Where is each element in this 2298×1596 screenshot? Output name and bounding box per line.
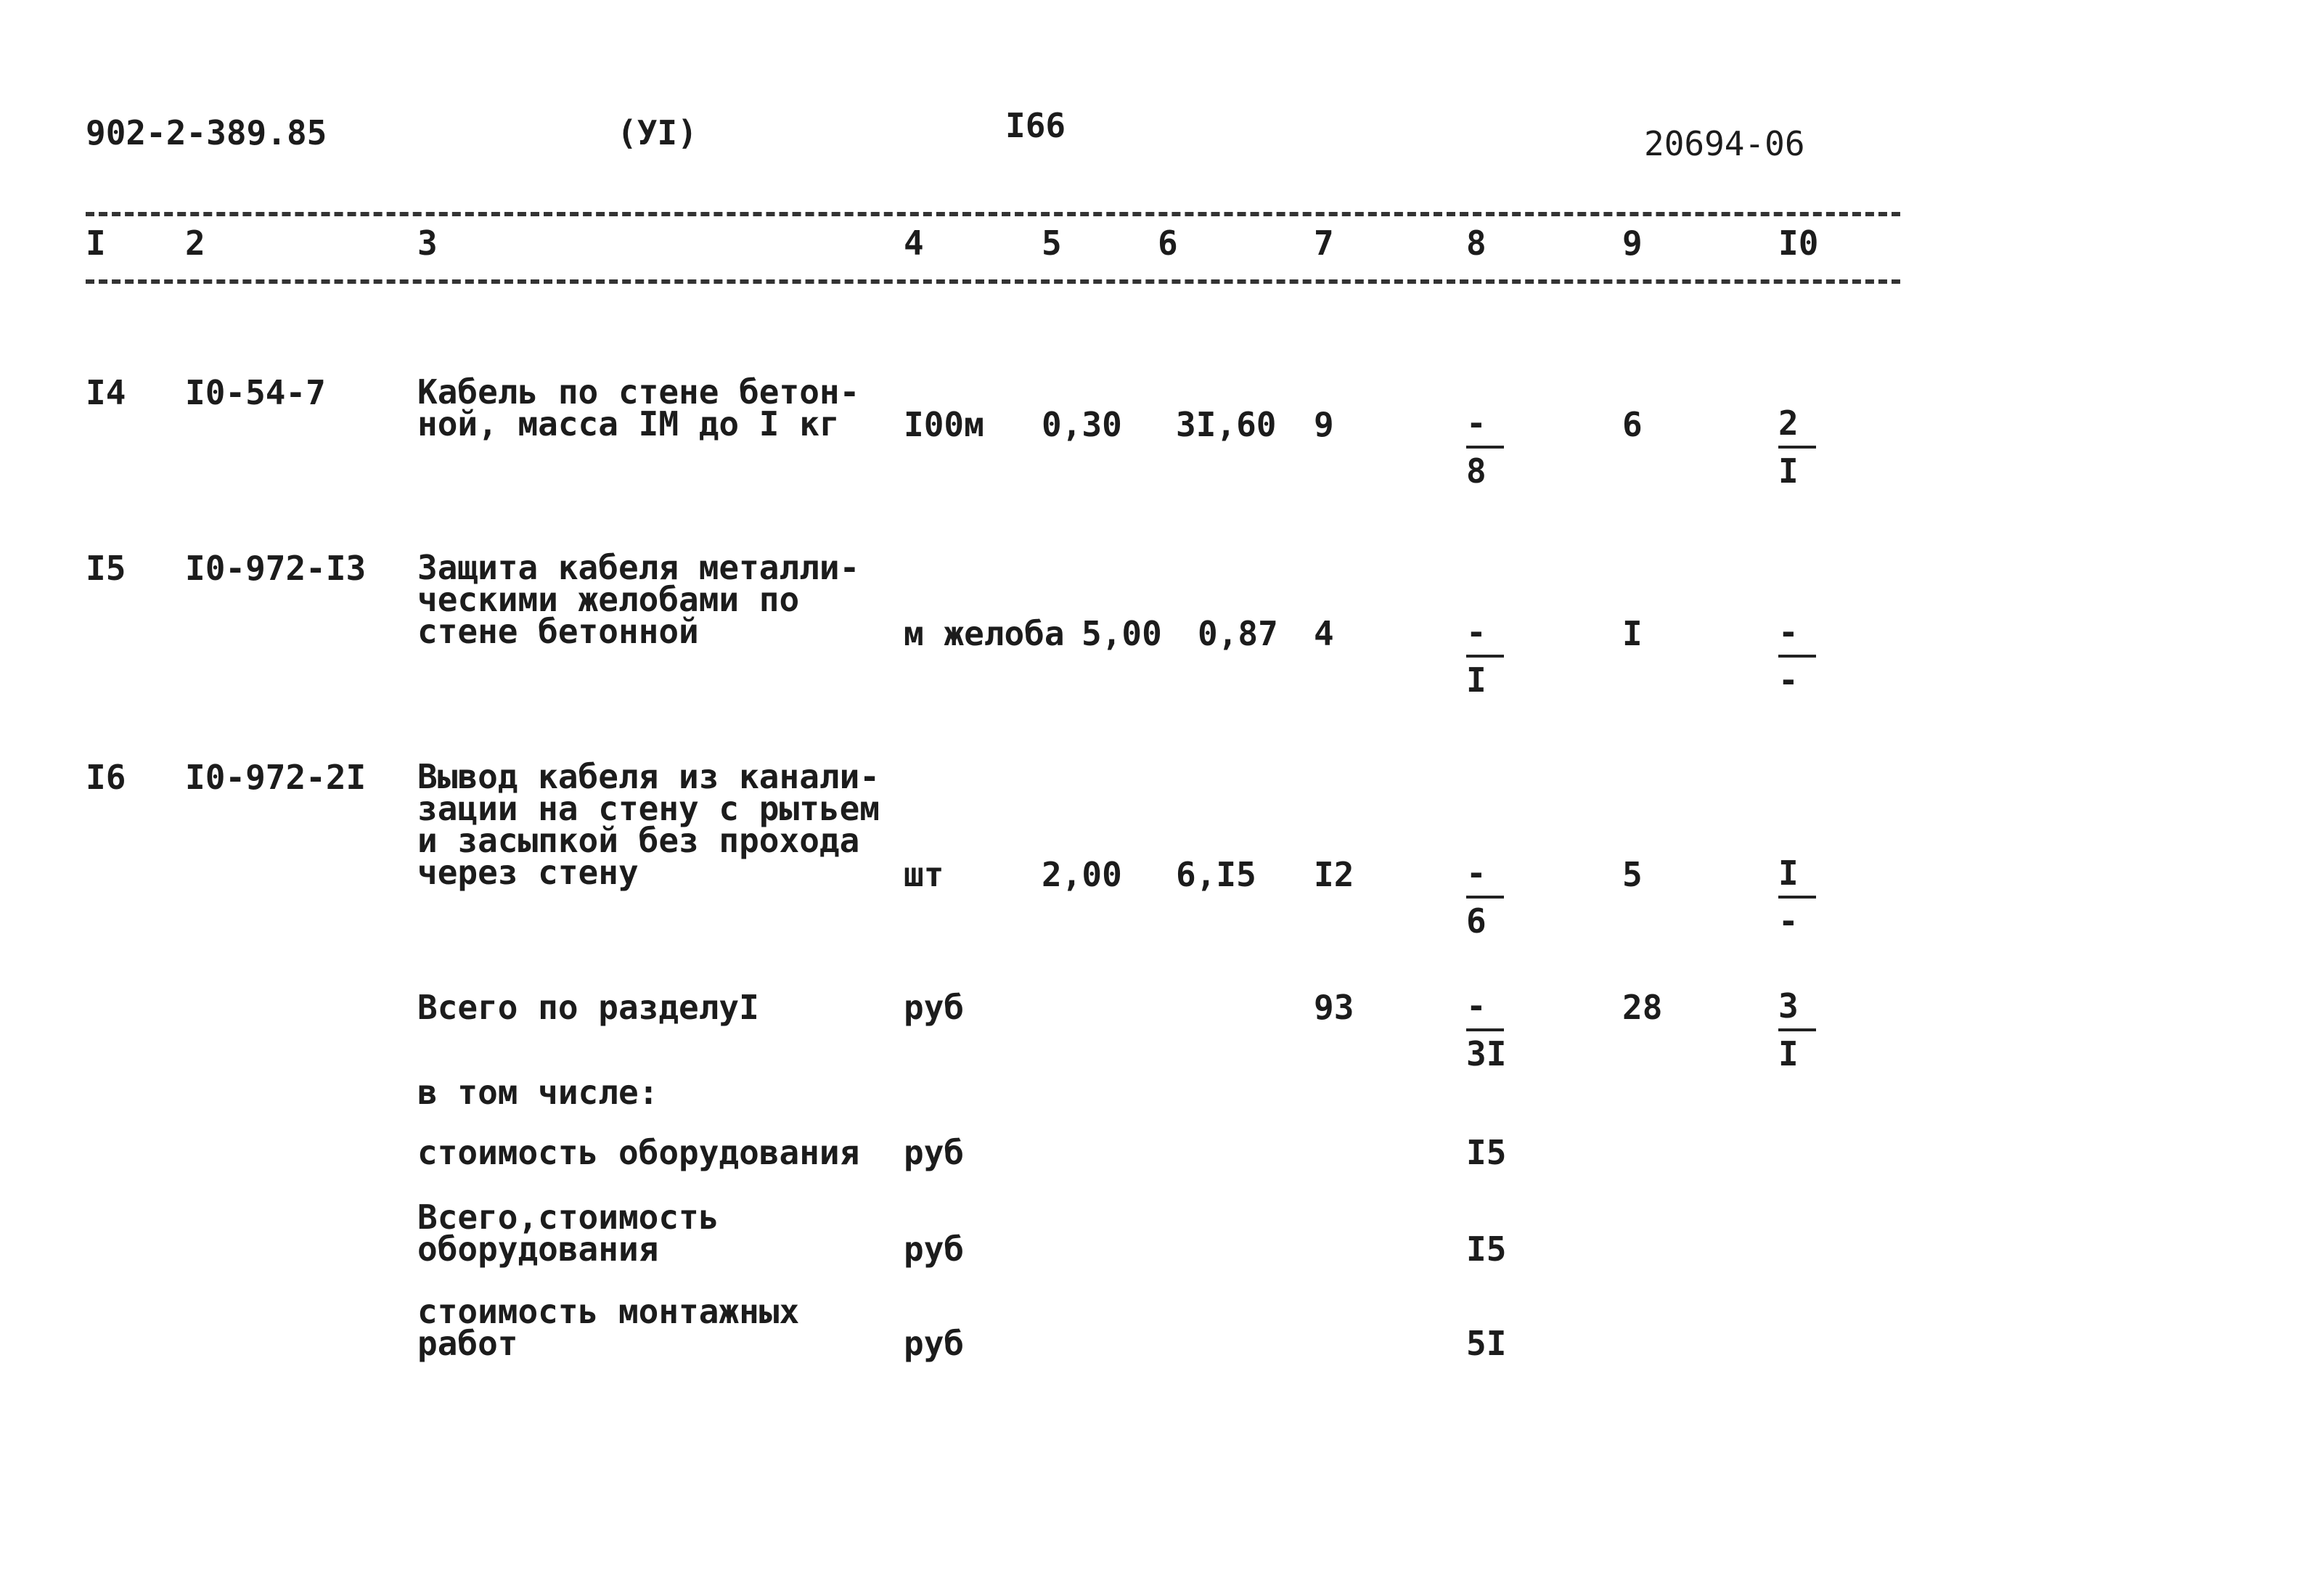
row-col10-fraction [1778, 404, 1829, 491]
row-unit: I00м [904, 405, 984, 444]
row-price: 6,I5 [1176, 855, 1256, 894]
col-header-1: I [86, 224, 106, 263]
fraction-bar [1466, 446, 1504, 449]
row-number: I5 [86, 549, 126, 588]
installation-cost-value: 5I [1466, 1324, 1507, 1363]
row-col10-fraction [1778, 854, 1829, 941]
equipment-total-label: Всего,стоимость оборудования [417, 1198, 719, 1269]
row-code: I0-972-2I [185, 758, 367, 797]
fraction-bar [1778, 446, 1816, 449]
equipment-cost-unit: руб [904, 1133, 965, 1172]
equipment-cost-label: стоимость оборудования [417, 1133, 860, 1172]
col-header-5: 5 [1042, 224, 1062, 263]
fraction-denominator: I [1466, 660, 1487, 700]
fraction-numerator: - [1466, 404, 1487, 443]
fraction-numerator: I [1778, 854, 1799, 893]
fraction-denominator: - [1778, 660, 1799, 700]
row-number: I6 [86, 758, 126, 797]
header-rule-top [86, 212, 1900, 216]
equipment-total-value: I5 [1466, 1229, 1507, 1269]
installation-cost-unit: руб [904, 1324, 965, 1363]
row-unit: шт [904, 855, 944, 894]
fraction-bar [1466, 1028, 1504, 1031]
installation-cost-label: стоимость монтажных работ [417, 1292, 800, 1363]
row-qty: 2,00 [1042, 855, 1122, 894]
fraction-bar [1466, 655, 1504, 658]
total-col9: 28 [1622, 988, 1663, 1027]
row-col7: 4 [1314, 614, 1334, 653]
fraction-denominator: 3I [1466, 1034, 1507, 1073]
row-col8-fraction [1466, 404, 1517, 491]
fraction-bar [1778, 1028, 1816, 1031]
row-qty: 5,00 [1081, 614, 1162, 653]
doc-code: 902-2-389.85 [86, 113, 327, 152]
row-col10-fraction [1778, 613, 1829, 700]
fraction-bar [1778, 896, 1816, 899]
col-header-4: 4 [904, 224, 924, 263]
row-code: I0-972-I3 [185, 549, 367, 588]
total-unit: руб [904, 988, 965, 1027]
fraction-denominator: 6 [1466, 901, 1487, 941]
row-col9: 5 [1622, 855, 1643, 894]
row-col7: 9 [1314, 405, 1334, 444]
row-code: I0-54-7 [185, 373, 326, 412]
total-col8-fraction [1466, 986, 1517, 1073]
row-col8-fraction [1466, 854, 1517, 941]
row-price: 3I,60 [1176, 405, 1277, 444]
equipment-total-unit: руб [904, 1229, 965, 1269]
fraction-denominator: I [1778, 1034, 1799, 1073]
row-number: I4 [86, 373, 126, 412]
row-name: Кабель по стене бетон-ной, масса IМ до I кг [417, 372, 860, 443]
volume-label: (УI) [617, 113, 698, 152]
total-col10-fraction [1778, 986, 1829, 1073]
archive-number: 20694-06 [1644, 124, 1805, 163]
row-price: 0,87 [1198, 614, 1278, 653]
col-header-6: 6 [1158, 224, 1178, 263]
row-col7: I2 [1314, 855, 1354, 894]
fraction-denominator: - [1778, 901, 1799, 941]
row-col9: I [1622, 614, 1643, 653]
col-header-2: 2 [185, 224, 205, 263]
page-number: I66 [1005, 106, 1066, 145]
fraction-numerator: - [1466, 986, 1487, 1026]
fraction-numerator: 2 [1778, 404, 1799, 443]
row-name: Вывод кабеля из канали-зации на стену с рытьем и засыпкой без прохода через стену [417, 757, 880, 892]
col-header-7: 7 [1314, 224, 1334, 263]
row-col9: 6 [1622, 405, 1643, 444]
col-header-10: I0 [1778, 224, 1819, 263]
including-label: в том числе: [417, 1073, 659, 1112]
row-qty: 0,30 [1042, 405, 1122, 444]
fraction-numerator: - [1466, 613, 1487, 652]
fraction-bar [1466, 896, 1504, 899]
fraction-numerator: 3 [1778, 986, 1799, 1026]
fraction-denominator: I [1778, 451, 1799, 491]
fraction-bar [1778, 655, 1816, 658]
col-header-9: 9 [1622, 224, 1643, 263]
fraction-numerator: - [1466, 854, 1487, 893]
total-col7: 93 [1314, 988, 1354, 1027]
total-label: Всего по разделуI [417, 988, 759, 1027]
col-header-8: 8 [1466, 224, 1487, 263]
row-name: Защита кабеля металли-ческими желобами по стене бетонной [417, 548, 860, 651]
row-unit: м желоба [904, 614, 1065, 653]
row-col8-fraction [1466, 613, 1517, 700]
equipment-cost-value: I5 [1466, 1133, 1507, 1172]
col-header-3: 3 [417, 224, 438, 263]
fraction-numerator: - [1778, 613, 1799, 652]
fraction-denominator: 8 [1466, 451, 1487, 491]
header-rule-bottom [86, 279, 1900, 284]
